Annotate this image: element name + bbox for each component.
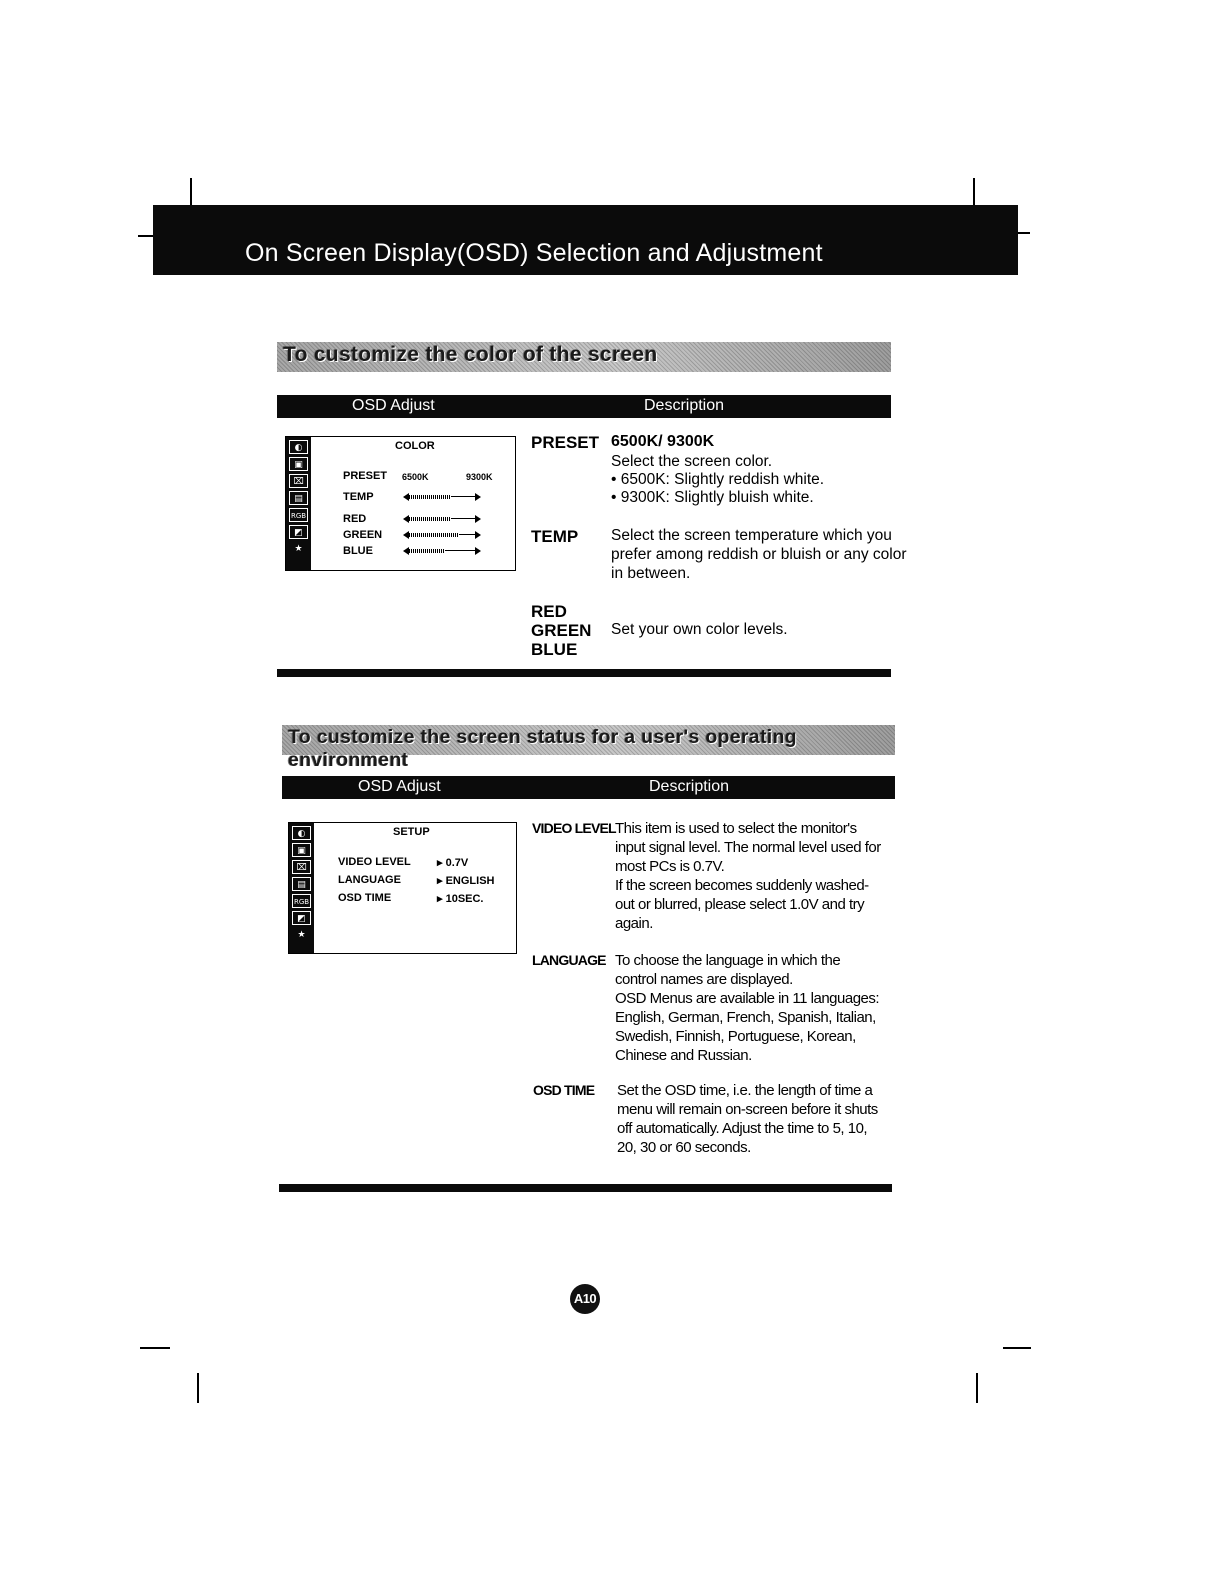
term-temp: TEMP bbox=[531, 527, 579, 546]
term-preset: PRESET bbox=[531, 433, 600, 452]
osd-label-preset: PRESET bbox=[343, 470, 388, 482]
screen-size-icon: ▣ bbox=[289, 457, 308, 471]
term-language: LANGUAGE bbox=[532, 952, 606, 968]
osd-label-language: LANGUAGE bbox=[338, 874, 401, 886]
osd-label-osd-time: OSD TIME bbox=[338, 892, 392, 904]
osd-icon-column bbox=[286, 437, 311, 570]
video-level-desc-6: again. bbox=[615, 915, 653, 932]
col-osd-adjust: OSD Adjust bbox=[352, 397, 435, 414]
osd-value-text: 10SEC. bbox=[445, 893, 484, 905]
term-video-level: VIDEO LEVEL bbox=[532, 820, 616, 836]
preset-desc-3: • 9300K: Slightly bluish white. bbox=[611, 489, 814, 506]
osd-label-green: GREEN bbox=[343, 529, 383, 541]
language-desc-1: To choose the language in which the bbox=[615, 952, 841, 969]
video-level-desc-1: This item is used to select the monitor's bbox=[615, 820, 857, 837]
page-title: On Screen Display(OSD) Selection and Adjustment bbox=[245, 239, 823, 267]
osd-time-desc-2: menu will remain on-screen before it shuts bbox=[617, 1101, 878, 1118]
special-icon: ★ bbox=[297, 930, 306, 940]
osd-color-menu bbox=[285, 436, 516, 571]
osd-slider-temp bbox=[403, 492, 481, 502]
page-number: A10 bbox=[570, 1284, 600, 1314]
col-description: Description bbox=[649, 778, 730, 795]
temp-desc-1: Select the screen temperature which you bbox=[611, 527, 892, 544]
video-level-desc-2: input signal level. The normal level used for bbox=[615, 839, 881, 856]
section-rule bbox=[277, 669, 891, 677]
crop-mark bbox=[1018, 232, 1030, 234]
page-header bbox=[153, 205, 1018, 275]
section-banner-color bbox=[277, 342, 891, 372]
setup-icon: ◩ bbox=[292, 911, 311, 925]
special-icon: ★ bbox=[294, 544, 303, 554]
language-desc-6: Chinese and Russian. bbox=[615, 1047, 752, 1064]
col-description: Description bbox=[644, 397, 725, 414]
osd-time-desc-1: Set the OSD time, i.e. the length of time a bbox=[617, 1082, 873, 1099]
position-icon: ⌧ bbox=[289, 474, 308, 488]
osd-value-6500k: 6500K bbox=[402, 472, 429, 482]
term-blue: BLUE bbox=[531, 640, 578, 659]
osd-value-9300k: 9300K bbox=[466, 472, 493, 482]
setup-icon: ◩ bbox=[289, 525, 308, 539]
image-icon: ▤ bbox=[292, 877, 311, 891]
osd-label-temp: TEMP bbox=[343, 491, 374, 503]
temp-desc-3: in between. bbox=[611, 565, 691, 582]
preset-desc-2: • 6500K: Slightly reddish white. bbox=[611, 471, 825, 488]
osd-time-desc-4: 20, 30 or 60 seconds. bbox=[617, 1139, 751, 1156]
osd-title: SETUP bbox=[393, 826, 430, 838]
language-desc-4: English, German, French, Spanish, Italian, bbox=[615, 1009, 876, 1026]
temp-desc-2: prefer among reddish or bluish or any color bbox=[611, 546, 907, 563]
osd-setup-menu bbox=[288, 822, 517, 954]
col-osd-adjust: OSD Adjust bbox=[358, 778, 441, 795]
crop-mark bbox=[197, 1373, 199, 1403]
term-osd-time: OSD TIME bbox=[533, 1082, 595, 1098]
section-title: To customize the color of the screen bbox=[283, 343, 658, 366]
osd-slider-red bbox=[403, 514, 481, 524]
osd-label-red: RED bbox=[343, 513, 367, 525]
crop-mark bbox=[190, 178, 192, 206]
preset-values: 6500K/ 9300K bbox=[611, 433, 715, 450]
rgb-desc: Set your own color levels. bbox=[611, 621, 788, 638]
language-desc-2: control names are displayed. bbox=[615, 971, 793, 988]
osd-label-video-level: VIDEO LEVEL bbox=[338, 856, 411, 868]
video-level-desc-4: If the screen becomes suddenly washed- bbox=[615, 877, 869, 894]
crop-mark bbox=[973, 178, 975, 206]
video-level-desc-3: most PCs is 0.7V. bbox=[615, 858, 725, 875]
crop-mark bbox=[976, 1373, 978, 1403]
brightness-icon: ◐ bbox=[289, 440, 308, 454]
osd-value-text: ENGLISH bbox=[445, 875, 495, 887]
osd-time-desc-3: off automatically. Adjust the time to 5, 10, bbox=[617, 1120, 868, 1137]
language-desc-5: Swedish, Finnish, Portuguese, Korean, bbox=[615, 1028, 856, 1045]
osd-value-text: 0.7V bbox=[445, 857, 469, 869]
language-desc-3: OSD Menus are available in 11 languages: bbox=[615, 990, 880, 1007]
table-header bbox=[277, 395, 891, 418]
table-header bbox=[282, 776, 895, 799]
crop-mark bbox=[140, 1347, 170, 1349]
osd-icon-column bbox=[289, 823, 314, 953]
term-green: GREEN bbox=[531, 621, 592, 640]
osd-title: COLOR bbox=[395, 440, 435, 452]
screen-size-icon: ▣ bbox=[292, 843, 311, 857]
osd-value-osd-time: ▸ 10SEC. bbox=[437, 893, 484, 905]
osd-slider-blue bbox=[403, 546, 481, 556]
rgb-icon: RGB bbox=[289, 508, 308, 522]
osd-value-language: ▸ ENGLISH bbox=[437, 875, 495, 887]
section-banner-setup bbox=[282, 725, 895, 771]
rgb-icon: RGB bbox=[292, 894, 311, 908]
position-icon: ⌧ bbox=[292, 860, 311, 874]
brightness-icon: ◐ bbox=[292, 826, 311, 840]
osd-slider-green bbox=[403, 530, 481, 540]
section-title: To customize the screen status for a user's operating environment bbox=[288, 726, 797, 771]
osd-label-blue: BLUE bbox=[343, 545, 373, 557]
osd-value-video-level: ▸ 0.7V bbox=[437, 857, 469, 869]
term-red: RED bbox=[531, 602, 567, 621]
crop-mark bbox=[138, 235, 154, 237]
crop-mark bbox=[1003, 1347, 1031, 1349]
preset-desc-1: Select the screen color. bbox=[611, 453, 773, 470]
image-icon: ▤ bbox=[289, 491, 308, 505]
section-rule bbox=[279, 1184, 892, 1192]
video-level-desc-5: out or blurred, please select 1.0V and try bbox=[615, 896, 865, 913]
